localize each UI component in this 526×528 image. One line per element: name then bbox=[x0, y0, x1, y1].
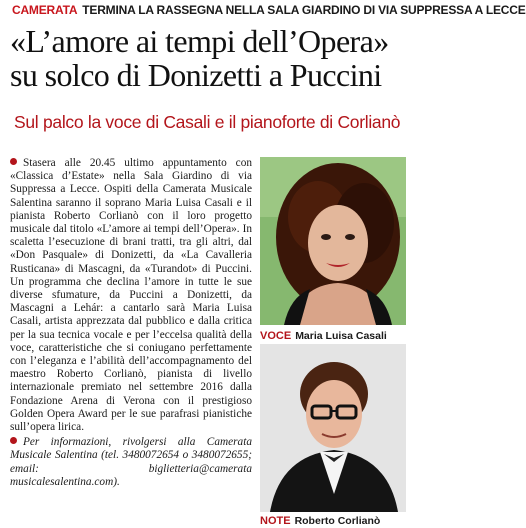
caption-name: Maria Luisa Casali bbox=[295, 330, 387, 342]
headline-line-1: «L’amore ai tempi dell’Opera» bbox=[10, 23, 389, 59]
portrait-woman-image bbox=[260, 157, 406, 325]
portrait-man-image bbox=[260, 344, 406, 512]
photo-maria-luisa-casali bbox=[260, 157, 406, 325]
photo-roberto-corliano bbox=[260, 344, 406, 512]
kicker-line bbox=[12, 3, 526, 17]
bullet-icon bbox=[10, 158, 17, 165]
caption-name: Roberto Corlianò bbox=[294, 515, 381, 527]
headline bbox=[10, 24, 410, 92]
bullet-icon bbox=[10, 437, 17, 444]
info-paragraph-text: Per informazioni, rivolgersi alla Camerata Musicale Salentina (tel. 3480072654 o 3480072655; email: biglietteria@camerata musicalesalentina.com). bbox=[10, 436, 252, 488]
article-paragraph bbox=[10, 157, 252, 434]
photo-caption-2 bbox=[260, 515, 380, 527]
caption-label-voce: VOCE bbox=[260, 330, 292, 342]
section-kicker: CAMERATA bbox=[12, 3, 78, 17]
caption-label-note: NOTE bbox=[260, 515, 291, 527]
info-paragraph bbox=[10, 436, 252, 489]
photo-caption-1 bbox=[260, 330, 387, 342]
headline-line-2: su solco di Donizetti a Puccini bbox=[10, 57, 382, 93]
subheadline: Sul palco la voce di Casali e il pianoforte di Corlianò bbox=[14, 112, 401, 132]
overline-text: TERMINA LA RASSEGNA NELLA SALA GIARDINO DI VIA SUPPRESSA A LECCE bbox=[82, 3, 526, 17]
article-paragraph-text: Stasera alle 20.45 ultimo appuntamento con «Classica d’Estate» nella Sala Giardino di via Suppressa a Lecce. Ospiti della Camerata Musicale Salentina saranno il soprano Maria Luisa Casali e il pianista Roberto Corlianò con il loro progetto musicale dal titolo «L’amore ai tempi dell’Opera». In scaletta l’esecuzione di brani tratti, tra gli altri, dal «Don Pasquale» di Donizetti, da «La Cavalleria Rusticana» di Mascagni, da «Turandot» di Puccini. Un programma che declina l’amore in tutte le sue diverse sfumature, da Puccini a Donizetti, da Mascagni a Lehár: a cantarlo sarà Maria Luisa Casali, artista apprezzata dal pubblico e dalla critica per la sua tecnica vocale e per l’eccelsa qualità della voce, caratteristiche che si coniugano perfettamente con l’eleganza e l’abilità dell’accompagnamento del maestro Roberto Corlianò, pianista di livello internazionale premiato nel settembre 2016 dalla Fondazione Arena di Verona con il prestigioso Golden Opera Award per le sue parafrasi pianistiche sull’opera lirica. bbox=[10, 157, 252, 434]
article-body bbox=[10, 157, 252, 489]
